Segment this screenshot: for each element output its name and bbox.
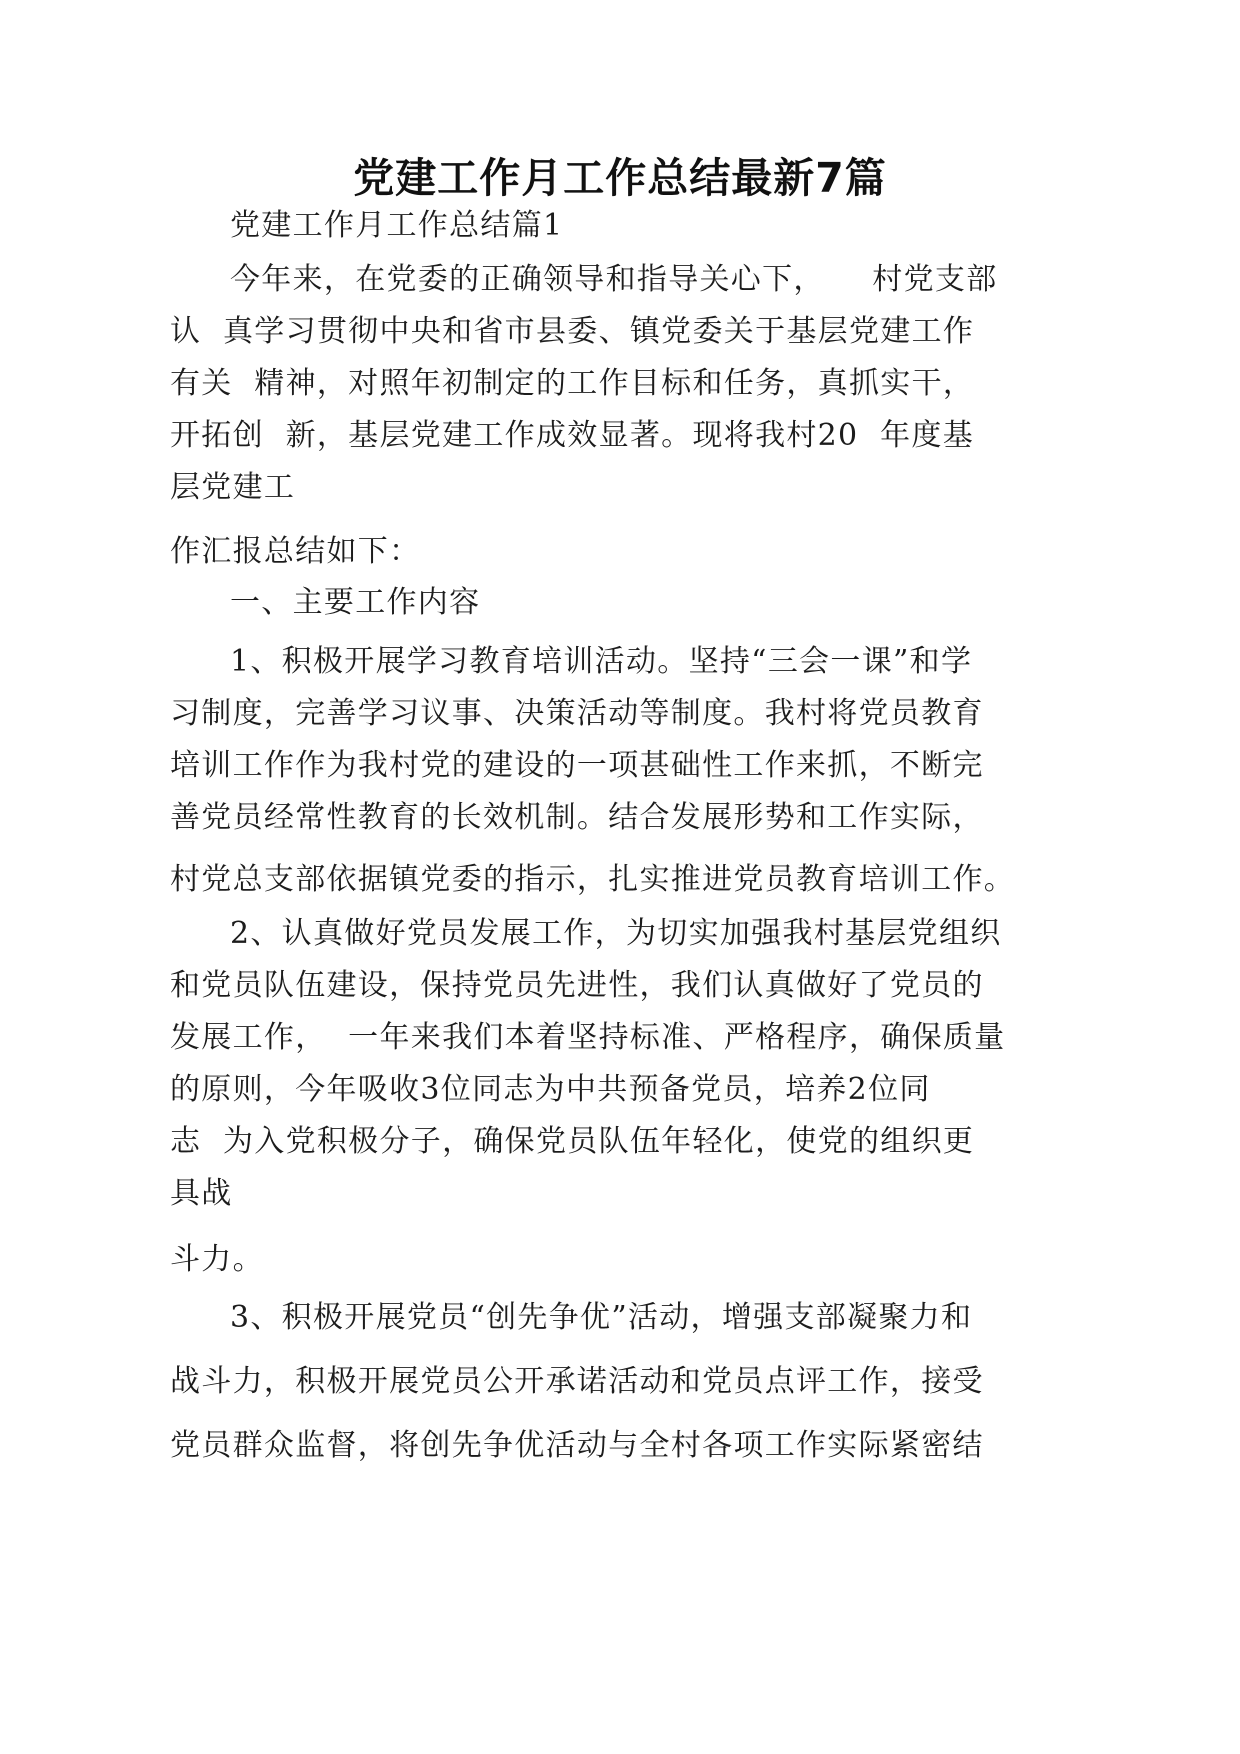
paragraph-line: 3、积极开展党员“创先争优”活动，增强支部凝聚力和 [230, 1300, 973, 1335]
paragraph-line: 战斗力，积极开展党员公开承诺活动和党员点评工作，接受 [170, 1364, 984, 1399]
paragraph-line: 和党员队伍建设，保持党员先进性，我们认真做好了党员的 [170, 968, 984, 1003]
paragraph-line: 作汇报总结如下： [170, 534, 421, 569]
paragraph-line: 斗力。 [170, 1242, 264, 1277]
paragraph-line: 志 为入党积极分子，确保党员队伍年轻化，使党的组织更 [170, 1124, 975, 1159]
paragraph-line: 今年来，在党委的正确领导和指导关心下， 村党支部 [230, 262, 998, 297]
paragraph-line: 开拓创 新，基层党建工作成效显著。现将我村20 年度基 [170, 418, 975, 453]
paragraph-line: 习制度，完善学习议事、决策活动等制度。我村将党员教育 [170, 696, 984, 731]
paragraph-line: 发展工作， 一年来我们本着坚持标准、严格程序，确保质量 [170, 1020, 1006, 1055]
paragraph-line: 的原则，今年吸收3位同志为中共预备党员，培养2位同 [170, 1072, 931, 1107]
paragraph-line: 层党建工 [170, 470, 296, 505]
paragraph-line: 党员群众监督，将创先争优活动与全村各项工作实际紧密结 [170, 1428, 984, 1463]
paragraph-line: 善党员经常性教育的长效机制。结合发展形势和工作实际， [170, 800, 984, 835]
document-title: 党建工作月工作总结最新7篇 [353, 154, 887, 202]
paragraph-line: 认 真学习贯彻中央和省市县委、镇党委关于基层党建工作 [170, 314, 975, 349]
paragraph-line: 有关 精神，对照年初制定的工作目标和任务，真抓实干， [170, 366, 975, 401]
paragraph-line: 培训工作作为我村党的建设的一项甚础性工作来抓，不断完 [170, 748, 984, 783]
paragraph-line: 2、认真做好党员发展工作，为切实加强我村基层党组织 [230, 916, 1002, 951]
paragraph-line: 具战 [170, 1176, 233, 1211]
paragraph-line: 1、积极开展学习教育培训活动。坚持“三会一课”和学 [230, 644, 973, 679]
section-heading: 一、主要工作内容 [230, 585, 481, 620]
paragraph-line: 村党总支部依据镇党委的指示，扎实推进党员教育培训工作。 [170, 862, 1016, 897]
section-heading-1: 党建工作月工作总结篇1 [230, 208, 564, 243]
